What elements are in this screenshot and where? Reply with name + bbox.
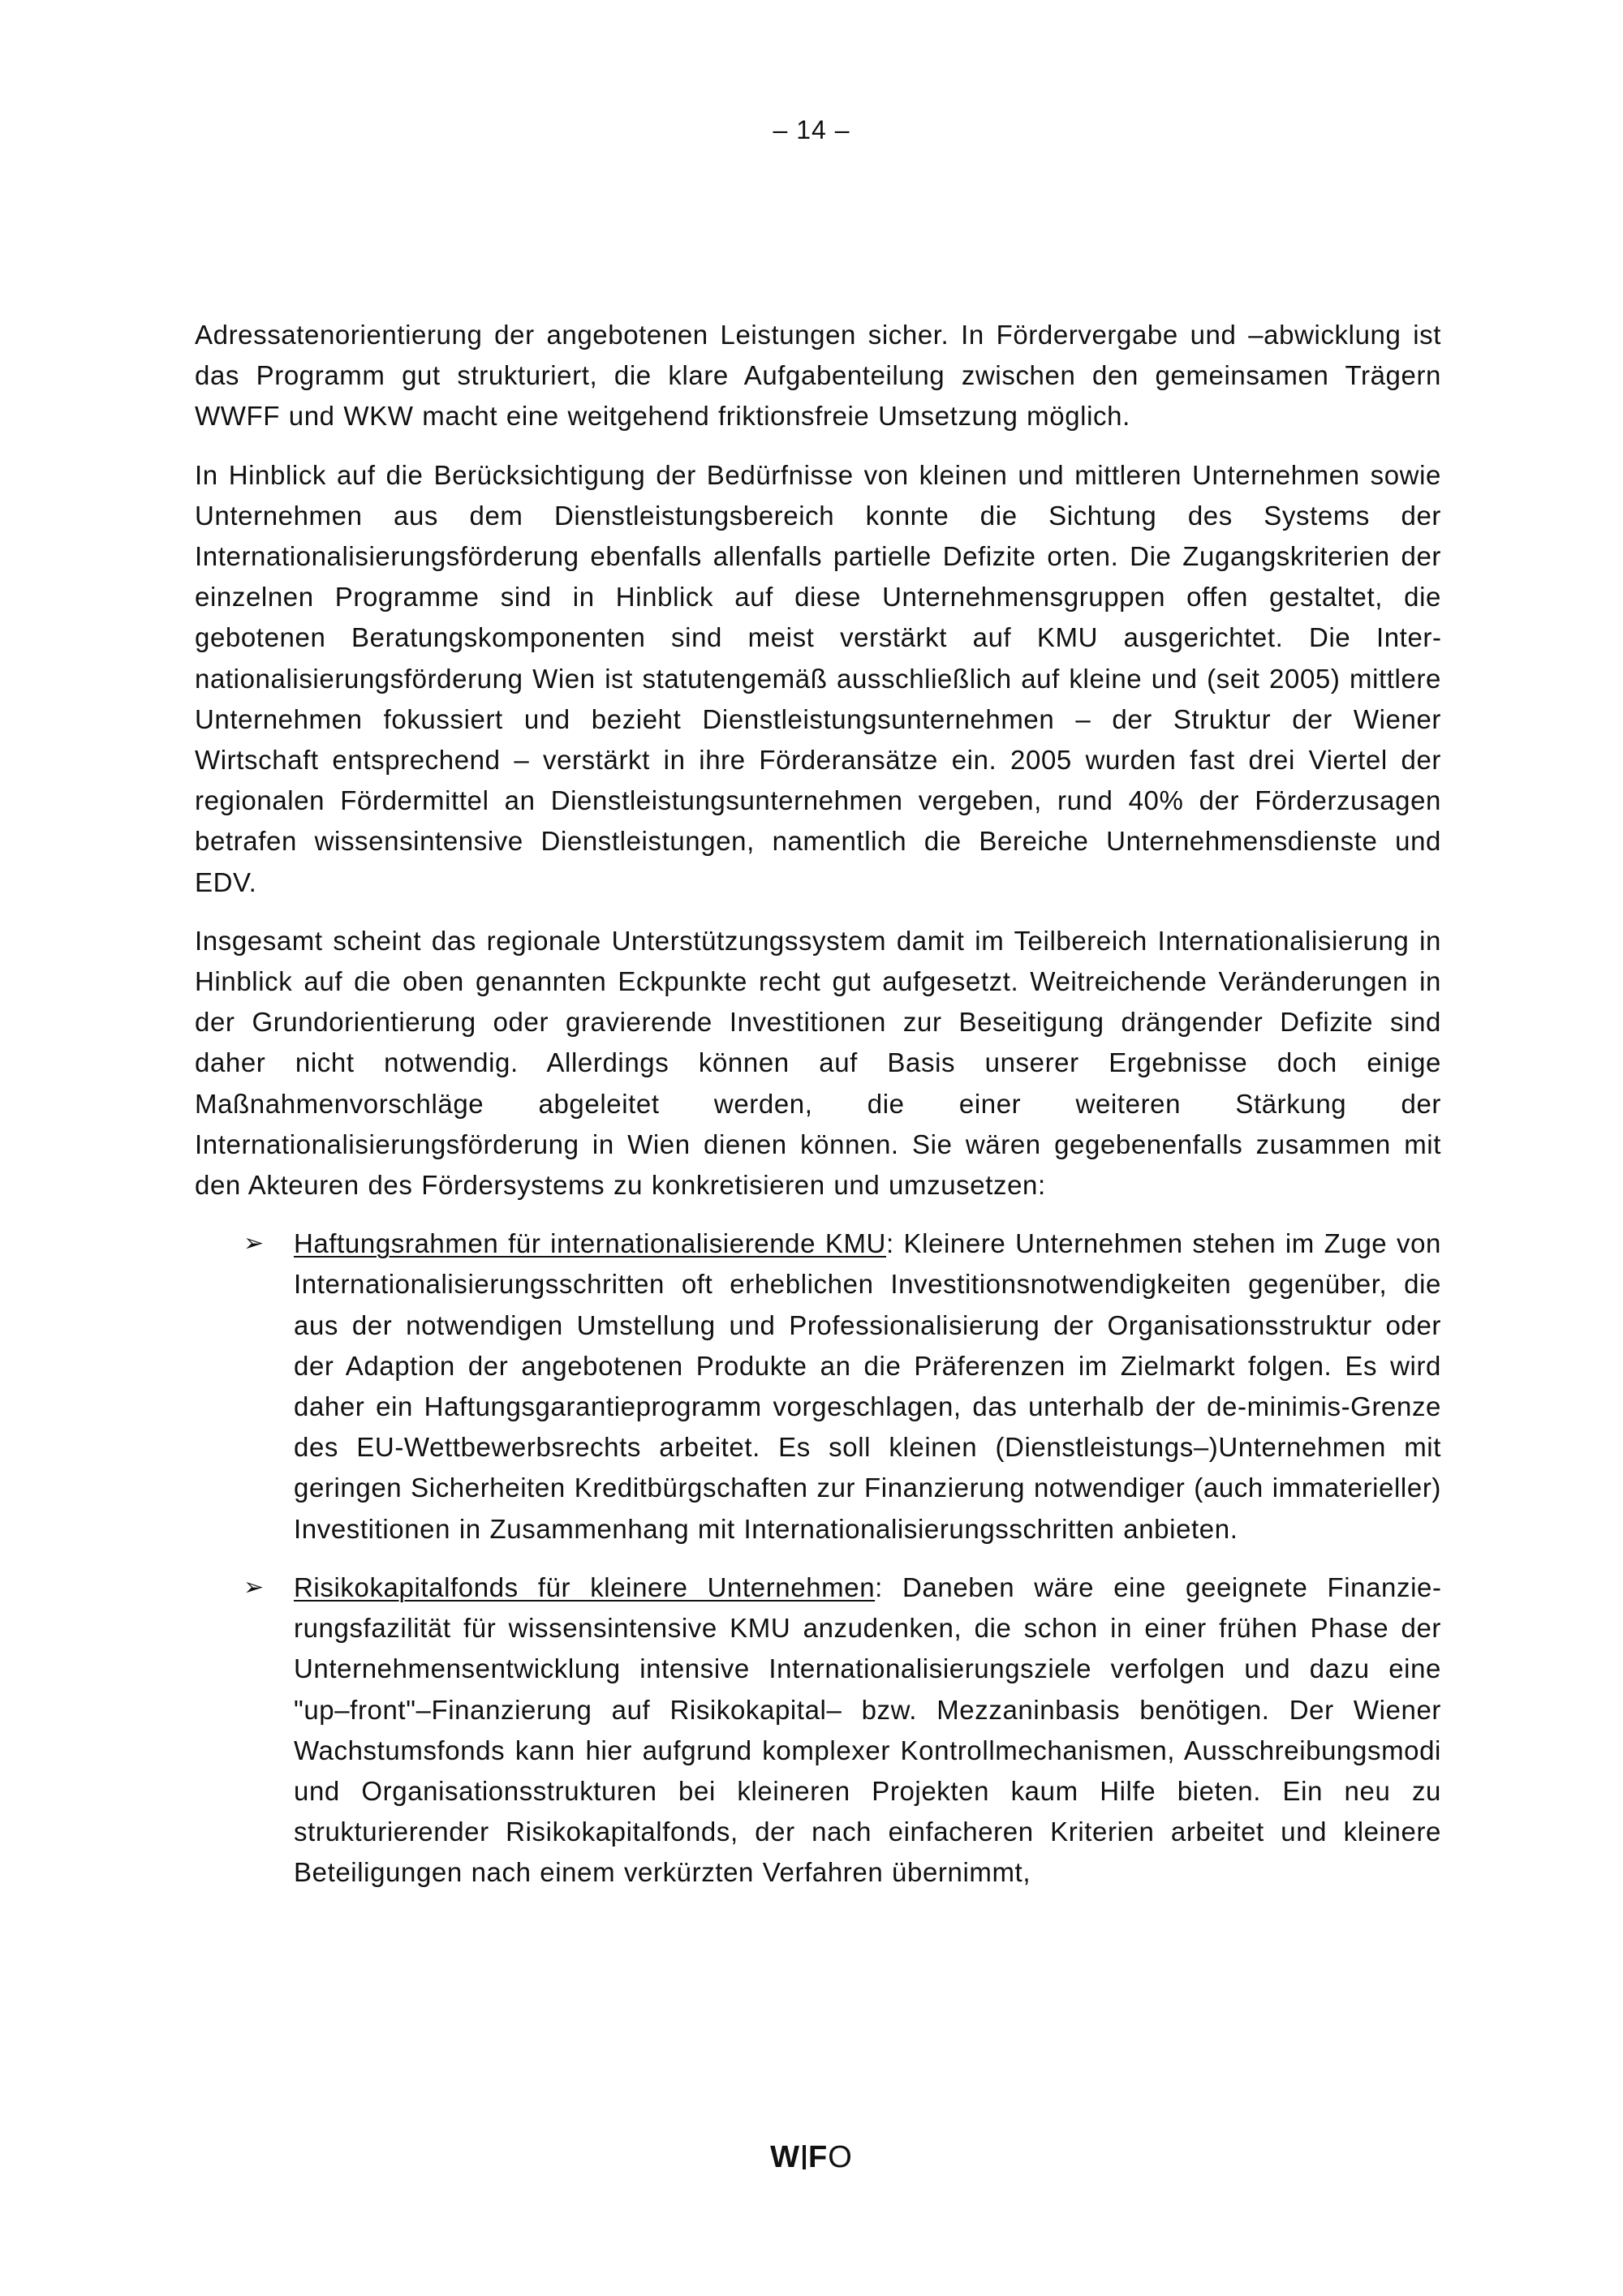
list-item-text bbox=[294, 1223, 1441, 1550]
paragraph-3: Insgesamt scheint das regionale Unterstützungssystem damit im Teilbereich Internationalisierung in Hinblick auf die oben genannten Eckpunkte recht gut aufgesetzt. Weitreichende Veränderungen in der Grundorientierung oder gravierende Investitionen zur Beseitigung drängender Defizite sind daher nicht notwendig. Allerdings können auf Basis unserer Ergebnisse doch einige Maßnahmenvorschläge abgeleitet werden, die einer weiteren Stärkung der Internationalisierungsförderung in Wien dienen können. Sie wären gegebenenfalls zusammen mit den Akteuren des Fördersystems zu konkretisieren und umzusetzen: bbox=[195, 925, 1441, 1201]
list-item bbox=[195, 1567, 1441, 1894]
paragraph-2: In Hinblick auf die Berücksichtigung der Bedürfnisse von kleinen und mittleren Unternehmen sowie Unternehmen aus dem Dienstleistungsbereich konnte die Sichtung des Systems der Internationalisierungsförderung ebenfalls allenfalls partielle Defizite orten. Die Zugangskriterien der einzelnen Programme sind in Hinblick auf diese Unternehmensgruppen offen gestaltet, die gebotenen Beratungskomponenten sind meist verstärkt auf KMU ausgerichtet. Die Internationalisierungsförderung Wien ist statutengemäß ausschließlich auf kleine und (seit 2005) mittlere Unternehmen fokussiert und bezieht Dienstleistungsunternehmen – der Struktur der Wiener Wirtschaft entsprechend – verstärkt in ihre Förderansätze ein. 2005 wurden fast drei Viertel der regionalen Fördermittel an Dienstleistungsunternehmen vergeben, rund 40% der Förderzusagen betrafen wissensintensive Dienstleistungen, namentlich die Bereiche Unternehmensdienste und EDV. bbox=[195, 459, 1441, 897]
body-text bbox=[195, 315, 1441, 1911]
logo-letter-w: W bbox=[770, 2140, 801, 2174]
page-number: – 14 – bbox=[773, 115, 850, 144]
proposal-list bbox=[195, 1223, 1441, 1893]
list-item-term: Haftungsrahmen für internationalisierende KMU bbox=[294, 1228, 886, 1259]
paragraph-1: Adressatenorientierung der angebotenen Leistungen sicher. In Fördervergabe und –abwicklung ist das Programm gut strukturiert, die klare Aufgabenteilung zwischen den gemeinsamen Trägern WWFF und WKW macht eine weitgehend friktionsfreie Umsetzung möglich. bbox=[195, 320, 1441, 432]
list-item-body: : Kleinere Unternehmen stehen im Zuge von Internationalisierungsschritten oft erheblichen Investitionsnotwendigkeiten gegenüber, die aus der notwendigen Umstellung und Professionalisierung der Organisationsstruktur oder der Adaption der angebotenen Produkte an die Präferenzen im Zielmarkt folgen. Es wird daher ein Haftungsgarantieprogramm vorgeschlagen, das unterhalb der de-minimis-Grenze des EU-Wettbewerbsrechts arbeitet. Es soll kleinen (Dienstleistungs–)Unternehmen mit geringen Sicherheiten Kreditbürgschaften zur Finanzierung notwendiger (auch immaterieller) Investitionen in Zusammenhang mit Internationalisierungsschritten anbieten. bbox=[294, 1228, 1441, 1544]
arrow-bullet-icon: ➢ bbox=[243, 1572, 265, 1602]
list-item-term: Risikokapitalfonds für kleinere Unternehmen bbox=[294, 1572, 876, 1602]
logo-letter-o: O bbox=[828, 2140, 853, 2174]
logo-letter-f: F bbox=[808, 2140, 829, 2174]
list-item bbox=[195, 1223, 1441, 1550]
arrow-bullet-icon: ➢ bbox=[243, 1229, 265, 1258]
list-item-text bbox=[294, 1567, 1441, 1894]
list-item-body: : Daneben wäre eine geeignete Finanzierungsfazilität für wissensintensive KMU anzudenken, die schon in einer frühen Phase der Unternehmensentwicklung intensive Internationalisierungsziele verfolgen und dazu eine "up–front"–Finanzierung auf Risikokapital– bzw. Mezzaninbasis benötigen. Der Wiener Wachstumsfonds kann hier aufgrund komplexer Kontrollmechanismen, Ausschreibungsmodi und Organisationsstrukturen bei kleineren Projekten kaum Hilfe bieten. Ein neu zu strukturierender Risikokapitalfonds, der nach einfacheren Kriterien arbeitet und kleinere Beteiligungen nach einem verkürzten Verfahren übernimmt, bbox=[294, 1572, 1441, 1888]
logo-bar-icon bbox=[803, 2145, 806, 2169]
wifo-logo bbox=[0, 2140, 1623, 2175]
